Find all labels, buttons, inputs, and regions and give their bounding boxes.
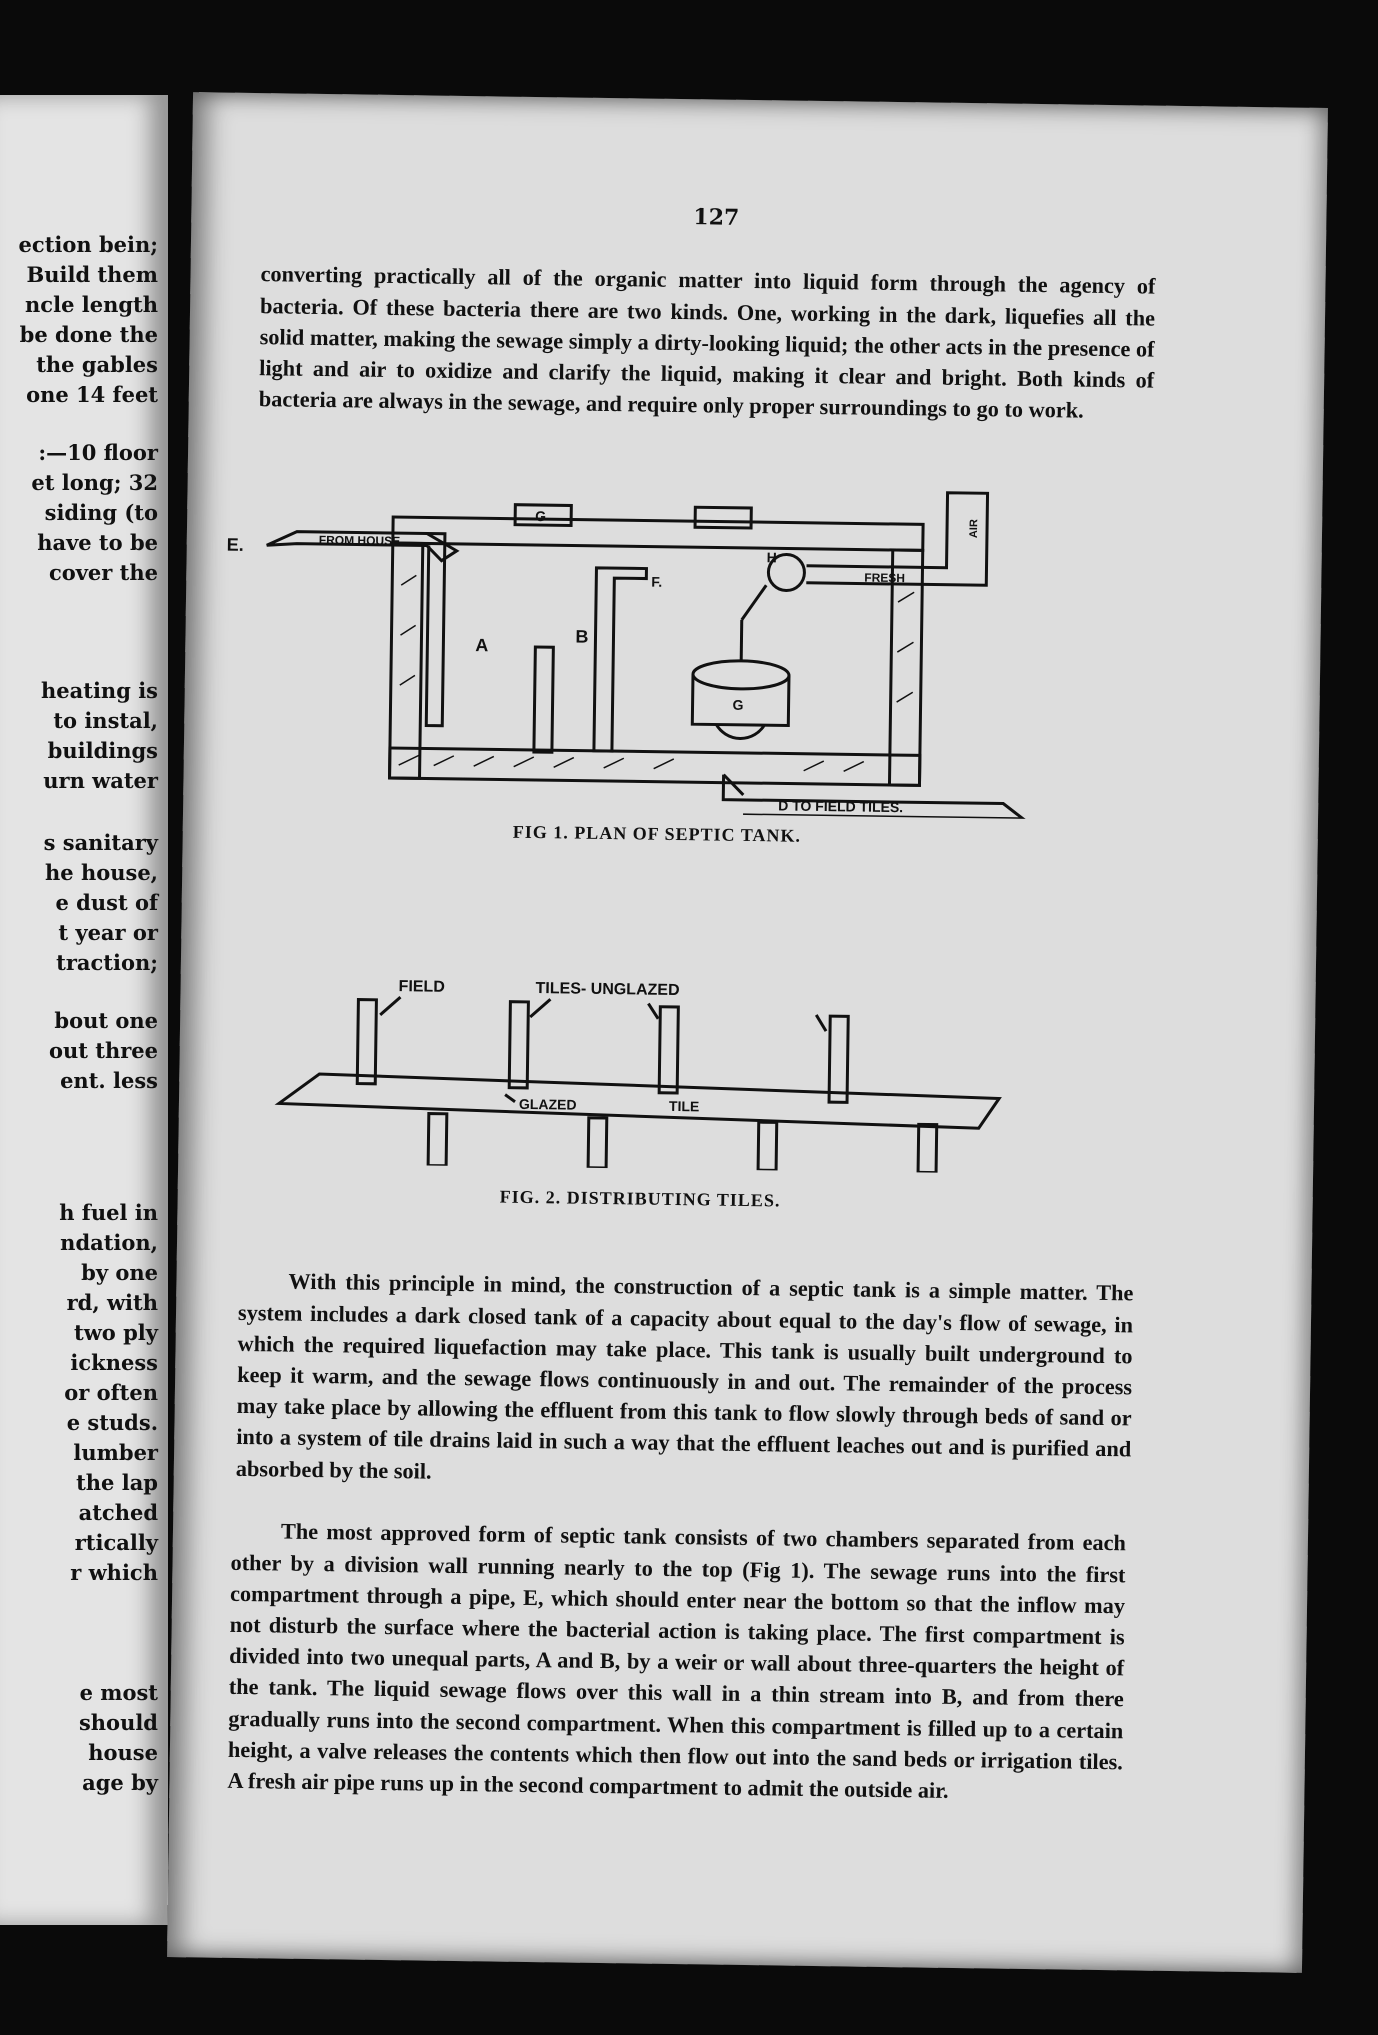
previous-page-strip	[0, 95, 168, 1925]
label-tile: TILE	[668, 1097, 700, 1115]
label-b: B	[575, 626, 589, 647]
left-page-line: to instal,	[53, 708, 158, 733]
paragraph-bacteria: converting practically all of the organic matter into liquid form through the agency of bacteria. Of these bacteria there are two kinds. One, working in the dark, liquefies all the solid matter, making the sewage simply a dirty-looking liquid; the other acts in the presence of light and air to oxidize and clarify the liquid, making it clear and bright. Both kinds of bacteria are always in the sewage, and require only proper surroundings to go to work.	[258, 261, 1156, 423]
label-d-to-field: D TO FIELD TILES.	[778, 797, 904, 816]
figure-2-caption: FIG. 2. DISTRIBUTING TILES.	[499, 1186, 781, 1211]
left-page-line: h fuel in	[59, 1200, 158, 1225]
left-page-line: be done the	[19, 322, 158, 347]
septic-tank-diagram	[223, 463, 1148, 821]
left-page-line: ickness	[70, 1350, 158, 1375]
left-page-line: should	[78, 1710, 158, 1735]
left-page-line: e studs.	[66, 1410, 158, 1435]
left-page-line: atched	[78, 1500, 158, 1525]
field-tile-upper	[509, 1002, 528, 1088]
valve-chamber-top	[693, 660, 789, 689]
valve-ball	[716, 725, 764, 739]
left-page-line: ection bein;	[18, 232, 158, 257]
label-h: H	[766, 549, 777, 566]
paragraph-construction: With this principle in mind, the construction of a septic tank is a simple matter. The system includes a dark closed tank of a capacity about equal to the day's flow of sewage, in which the required liquefaction may take place. This tank is usually built underground to keep it warm, and the sewage flows continuously in and out. The remainder of the process may take place by allowing the effluent from this tank to flow slowly through beds of sand or into a system of tile drains laid in such a way that the effluent leaches out and is purified and absorbed by the soil.	[235, 1268, 1134, 1484]
left-page-line: bout one	[54, 1008, 158, 1033]
label-e: E.	[226, 534, 244, 555]
left-page-line: have to be	[37, 530, 158, 555]
page-number: 127	[693, 204, 740, 231]
book-page	[167, 92, 1328, 1973]
distributing-tiles-diagram	[218, 883, 1142, 1176]
label-air: AIR	[967, 519, 981, 539]
left-page-line: e most	[79, 1680, 158, 1705]
left-page-line: out three	[48, 1038, 158, 1063]
left-page-line: :—10 floor	[38, 440, 158, 465]
left-page-line: rd, with	[66, 1290, 158, 1315]
left-page-line: siding (to	[44, 500, 158, 525]
field-tile-lower	[758, 1122, 777, 1170]
left-page-line: Build them	[26, 262, 158, 287]
left-page-line: traction;	[56, 950, 158, 975]
left-page-line: one 14 feet	[26, 382, 158, 407]
label-f: F.	[651, 573, 663, 590]
left-page-line: ndation,	[60, 1230, 158, 1255]
left-page-line: ncle length	[25, 292, 158, 317]
field-tile-upper	[659, 1007, 678, 1093]
left-page-line: house	[88, 1740, 158, 1765]
figure-1-caption: FIG 1. PLAN OF SEPTIC TANK.	[512, 821, 802, 846]
cover-h	[695, 507, 751, 528]
inlet-drop-pipe	[424, 533, 445, 725]
label-g-valve: G	[732, 696, 744, 713]
left-page-line: r which	[70, 1560, 158, 1585]
weir-wall	[534, 647, 553, 752]
valve-stem	[741, 620, 742, 660]
field-tile-lower	[918, 1124, 937, 1172]
field-tile-lower	[588, 1118, 607, 1168]
field-tile-upper	[829, 1016, 848, 1102]
tank-floor	[390, 748, 920, 785]
wall-hatching	[399, 575, 915, 772]
left-page-line: lumber	[73, 1440, 158, 1465]
left-page-line: the lap	[76, 1470, 158, 1495]
left-page-line: heating is	[41, 678, 158, 703]
left-page-line: urn water	[43, 768, 158, 793]
left-page-line: et long; 32	[31, 470, 158, 495]
label-glazed: GLAZED	[518, 1095, 577, 1113]
left-page-line: s sanitary	[43, 830, 158, 855]
field-tile-lower	[428, 1114, 447, 1166]
left-page-line: the gables	[36, 352, 158, 377]
label-fresh: FRESH	[864, 570, 906, 586]
left-page-line: he house,	[45, 860, 158, 885]
tank-left-wall	[390, 543, 423, 778]
left-page-line: buildings	[47, 738, 158, 763]
left-page-line: e dust of	[55, 890, 158, 915]
left-page-line: t year or	[58, 920, 158, 945]
label-g-cover: G	[535, 507, 547, 525]
paragraph-approved-form: The most approved form of septic tank consists of two chambers separated from each other by a division wall running nearly to the top (Fig 1). The sewage runs into the first compartment through a pipe, E, which should enter near the bottom so that the inflow may not disturb the surface where the bacterial action is taking place. The first compartment is divided into two unequal parts, A and B, by a weir or wall about three-quarters the height of the tank. The liquid sewage flows over this wall in a thin stream into B, and from there gradually runs into the second compartment. When this compartment is filled up to a certain height, a valve releases the contents which then flow out into the sand beds or irrigation tiles. A fresh air pipe runs up in the second compartment to admit the outside air.	[227, 1518, 1127, 1803]
glazed-tile	[279, 1073, 1000, 1128]
label-tiles-unglazed: TILES- UNGLAZED	[535, 980, 680, 1000]
label-a: A	[475, 635, 489, 656]
tank-top-slab	[393, 517, 923, 550]
left-page-line: or often	[64, 1380, 158, 1405]
left-page-line: by one	[81, 1260, 158, 1285]
label-from-house: FROM HOUSE	[318, 532, 401, 549]
label-field: FIELD	[398, 978, 445, 996]
left-page-line: cover the	[48, 560, 158, 585]
field-tile-upper	[357, 1000, 376, 1084]
left-page-line: age by	[82, 1770, 158, 1795]
division-wall-f	[594, 568, 647, 752]
left-page-line: rtically	[74, 1530, 158, 1555]
left-page-line: ent. less	[60, 1068, 158, 1093]
left-page-line: two ply	[74, 1320, 158, 1345]
